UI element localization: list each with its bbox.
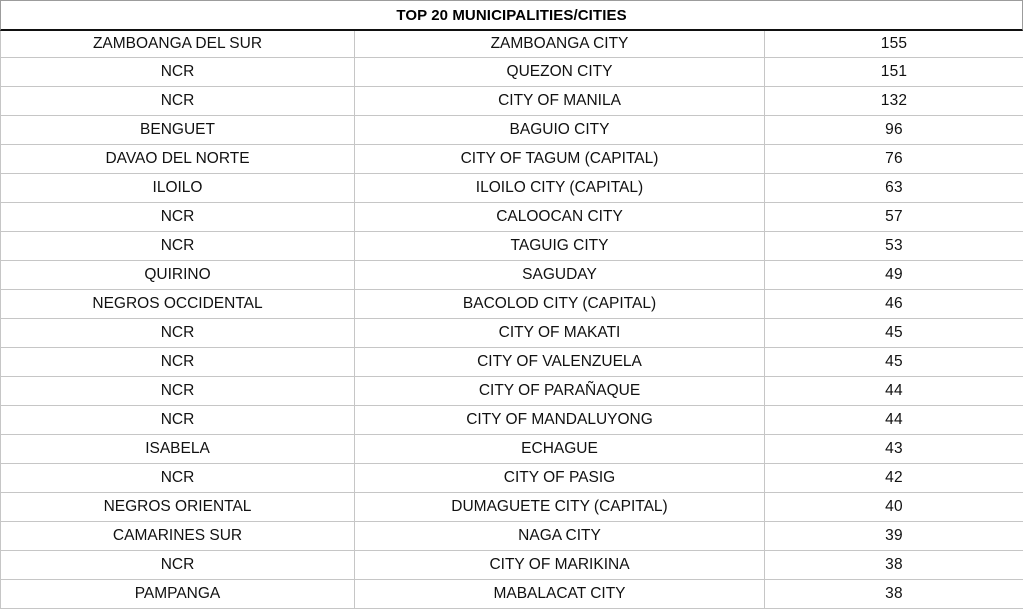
province-cell[interactable]: NCR [1, 232, 355, 261]
province-cell[interactable]: NCR [1, 203, 355, 232]
count-cell[interactable]: 53 [765, 232, 1023, 261]
city-cell[interactable]: CITY OF PARAÑAQUE [355, 377, 765, 406]
count-cell[interactable]: 44 [765, 377, 1023, 406]
city-cell[interactable]: MABALACAT CITY [355, 580, 765, 609]
table-row [1, 261, 1023, 290]
city-cell[interactable]: BAGUIO CITY [355, 116, 765, 145]
table-row [1, 203, 1023, 232]
province-cell[interactable]: NCR [1, 377, 355, 406]
city-cell[interactable]: BACOLOD CITY (CAPITAL) [355, 290, 765, 319]
province-cell[interactable]: PAMPANGA [1, 580, 355, 609]
province-cell[interactable]: NCR [1, 319, 355, 348]
table-row [1, 58, 1023, 87]
city-cell[interactable]: CITY OF MANDALUYONG [355, 406, 765, 435]
city-cell[interactable]: TAGUIG CITY [355, 232, 765, 261]
count-cell[interactable]: 38 [765, 580, 1023, 609]
city-cell[interactable]: ILOILO CITY (CAPITAL) [355, 174, 765, 203]
table-row [1, 551, 1023, 580]
city-cell[interactable]: QUEZON CITY [355, 58, 765, 87]
count-cell[interactable]: 155 [765, 31, 1023, 58]
table-row [1, 377, 1023, 406]
province-cell[interactable]: NCR [1, 87, 355, 116]
city-cell[interactable]: CITY OF PASIG [355, 464, 765, 493]
table-row [1, 435, 1023, 464]
count-cell[interactable]: 96 [765, 116, 1023, 145]
province-cell[interactable]: NCR [1, 551, 355, 580]
province-cell[interactable]: NEGROS OCCIDENTAL [1, 290, 355, 319]
province-cell[interactable]: BENGUET [1, 116, 355, 145]
province-cell[interactable]: DAVAO DEL NORTE [1, 145, 355, 174]
count-cell[interactable]: 44 [765, 406, 1023, 435]
province-cell[interactable]: NCR [1, 348, 355, 377]
province-cell[interactable]: ISABELA [1, 435, 355, 464]
table-body [1, 31, 1023, 609]
table-row [1, 145, 1023, 174]
city-cell[interactable]: ZAMBOANGA CITY [355, 31, 765, 58]
table-row [1, 31, 1023, 58]
city-cell[interactable]: DUMAGUETE CITY (CAPITAL) [355, 493, 765, 522]
count-cell[interactable]: 57 [765, 203, 1023, 232]
province-cell[interactable]: NEGROS ORIENTAL [1, 493, 355, 522]
count-cell[interactable]: 63 [765, 174, 1023, 203]
count-cell[interactable]: 39 [765, 522, 1023, 551]
city-cell[interactable]: CITY OF MANILA [355, 87, 765, 116]
table-row [1, 580, 1023, 609]
city-cell[interactable]: CITY OF TAGUM (CAPITAL) [355, 145, 765, 174]
province-cell[interactable]: CAMARINES SUR [1, 522, 355, 551]
province-cell[interactable]: NCR [1, 406, 355, 435]
count-cell[interactable]: 151 [765, 58, 1023, 87]
province-cell[interactable]: NCR [1, 58, 355, 87]
table-row [1, 493, 1023, 522]
count-cell[interactable]: 45 [765, 319, 1023, 348]
count-cell[interactable]: 40 [765, 493, 1023, 522]
count-cell[interactable]: 43 [765, 435, 1023, 464]
city-cell[interactable]: SAGUDAY [355, 261, 765, 290]
data-table [0, 31, 1023, 609]
table-row [1, 290, 1023, 319]
city-cell[interactable]: ECHAGUE [355, 435, 765, 464]
count-cell[interactable]: 42 [765, 464, 1023, 493]
table-row [1, 522, 1023, 551]
table-row [1, 464, 1023, 493]
city-cell[interactable]: CITY OF MARIKINA [355, 551, 765, 580]
count-cell[interactable]: 46 [765, 290, 1023, 319]
city-cell[interactable]: CITY OF VALENZUELA [355, 348, 765, 377]
city-cell[interactable]: CALOOCAN CITY [355, 203, 765, 232]
table-title[interactable]: TOP 20 MUNICIPALITIES/CITIES [0, 0, 1023, 31]
count-cell[interactable]: 49 [765, 261, 1023, 290]
count-cell[interactable]: 76 [765, 145, 1023, 174]
city-cell[interactable]: CITY OF MAKATI [355, 319, 765, 348]
count-cell[interactable]: 132 [765, 87, 1023, 116]
province-cell[interactable]: QUIRINO [1, 261, 355, 290]
province-cell[interactable]: NCR [1, 464, 355, 493]
table-row [1, 174, 1023, 203]
count-cell[interactable]: 38 [765, 551, 1023, 580]
table-row [1, 348, 1023, 377]
table-row [1, 406, 1023, 435]
table-row [1, 87, 1023, 116]
table-row [1, 319, 1023, 348]
table-row [1, 232, 1023, 261]
table-row [1, 116, 1023, 145]
province-cell[interactable]: ILOILO [1, 174, 355, 203]
city-cell[interactable]: NAGA CITY [355, 522, 765, 551]
province-cell[interactable]: ZAMBOANGA DEL SUR [1, 31, 355, 58]
count-cell[interactable]: 45 [765, 348, 1023, 377]
